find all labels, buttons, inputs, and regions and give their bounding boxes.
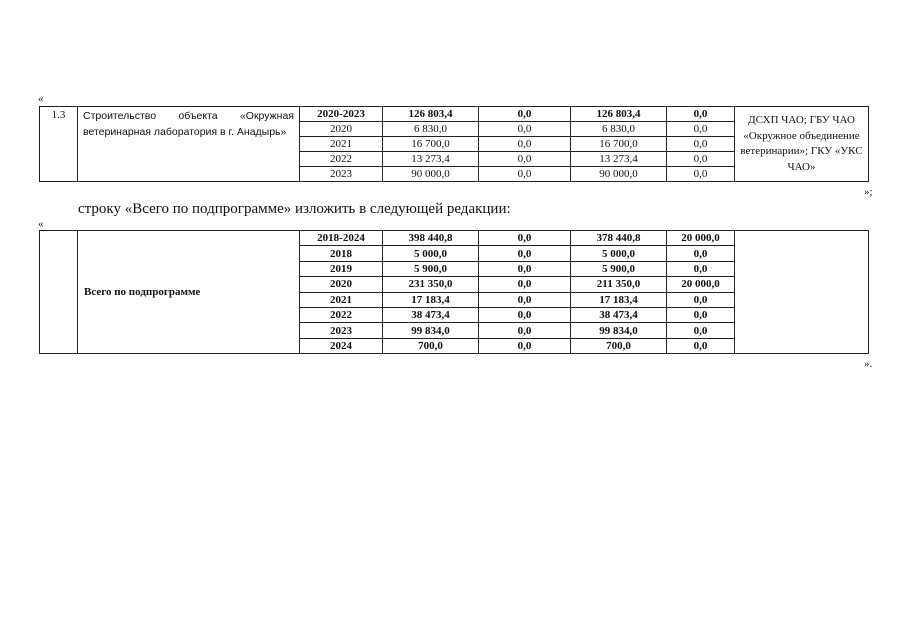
regional-cell: 16 700,0	[571, 137, 667, 152]
regional-cell: 211 350,0	[571, 277, 667, 292]
regional-cell: 5 000,0	[571, 246, 667, 261]
table-row	[40, 107, 869, 122]
total-cell: 5 000,0	[383, 246, 479, 261]
year-cell: 2022	[300, 152, 383, 167]
regional-cell: 17 183,4	[571, 292, 667, 307]
federal-cell: 0,0	[479, 107, 571, 122]
other-cell: 0,0	[667, 292, 735, 307]
total-cell: 231 350,0	[383, 277, 479, 292]
regional-cell: 378 440,8	[571, 231, 667, 246]
year-cell: 2018	[300, 246, 383, 261]
federal-cell: 0,0	[479, 231, 571, 246]
other-cell: 20 000,0	[667, 231, 735, 246]
regional-cell: 6 830,0	[571, 122, 667, 137]
open-quote: «	[38, 93, 44, 105]
open-quote: «	[38, 218, 44, 230]
other-cell: 0,0	[667, 137, 735, 152]
other-cell: 0,0	[667, 307, 735, 322]
year-cell: 2023	[300, 323, 383, 338]
year-cell: 2020	[300, 277, 383, 292]
federal-cell: 0,0	[479, 261, 571, 276]
other-cell: 0,0	[667, 261, 735, 276]
federal-cell: 0,0	[479, 167, 571, 182]
year-cell: 2022	[300, 307, 383, 322]
row-number: 1.3	[40, 107, 78, 182]
federal-cell: 0,0	[479, 338, 571, 353]
year-cell: 2023	[300, 167, 383, 182]
total-cell: 17 183,4	[383, 292, 479, 307]
subprogram-total-table	[39, 230, 869, 354]
close-quote: »;	[864, 186, 873, 198]
federal-cell: 0,0	[479, 122, 571, 137]
year-cell: 2021	[300, 137, 383, 152]
other-cell: 0,0	[667, 323, 735, 338]
total-cell: 126 803,4	[383, 107, 479, 122]
regional-cell: 99 834,0	[571, 323, 667, 338]
year-cell: 2018-2024	[300, 231, 383, 246]
subprogram-total-label: Всего по подпрограмме	[78, 231, 300, 354]
other-cell: 0,0	[667, 107, 735, 122]
year-cell: 2020	[300, 122, 383, 137]
total-cell: 700,0	[383, 338, 479, 353]
regional-cell: 700,0	[571, 338, 667, 353]
other-cell: 0,0	[667, 338, 735, 353]
executor-cell: ДСХП ЧАО; ГБУ ЧАО «Окружное объединение ветеринарии»; ГКУ «УКС ЧАО»	[735, 107, 869, 182]
blank-executor-cell	[735, 231, 869, 354]
other-cell: 20 000,0	[667, 277, 735, 292]
federal-cell: 0,0	[479, 277, 571, 292]
total-cell: 6 830,0	[383, 122, 479, 137]
other-cell: 0,0	[667, 152, 735, 167]
total-cell: 13 273,4	[383, 152, 479, 167]
program-table-row-1-3	[39, 106, 869, 182]
total-cell: 16 700,0	[383, 137, 479, 152]
regional-cell: 126 803,4	[571, 107, 667, 122]
federal-cell: 0,0	[479, 323, 571, 338]
table-row	[40, 231, 869, 246]
other-cell: 0,0	[667, 122, 735, 137]
instruction-text: строку «Всего по подпрограмме» изложить в следующей редакции:	[78, 201, 511, 217]
regional-cell: 13 273,4	[571, 152, 667, 167]
blank-number-cell	[40, 231, 78, 354]
year-cell: 2019	[300, 261, 383, 276]
object-name: Строительство объекта «Окружная ветеринарная лаборатория в г. Анадырь»	[78, 107, 300, 182]
other-cell: 0,0	[667, 167, 735, 182]
year-cell: 2020-2023	[300, 107, 383, 122]
federal-cell: 0,0	[479, 307, 571, 322]
total-cell: 5 900,0	[383, 261, 479, 276]
federal-cell: 0,0	[479, 137, 571, 152]
regional-cell: 38 473,4	[571, 307, 667, 322]
federal-cell: 0,0	[479, 292, 571, 307]
other-cell: 0,0	[667, 246, 735, 261]
regional-cell: 90 000,0	[571, 167, 667, 182]
total-cell: 38 473,4	[383, 307, 479, 322]
close-quote: ».	[864, 358, 873, 370]
total-cell: 398 440,8	[383, 231, 479, 246]
federal-cell: 0,0	[479, 152, 571, 167]
year-cell: 2024	[300, 338, 383, 353]
federal-cell: 0,0	[479, 246, 571, 261]
year-cell: 2021	[300, 292, 383, 307]
regional-cell: 5 900,0	[571, 261, 667, 276]
total-cell: 90 000,0	[383, 167, 479, 182]
total-cell: 99 834,0	[383, 323, 479, 338]
